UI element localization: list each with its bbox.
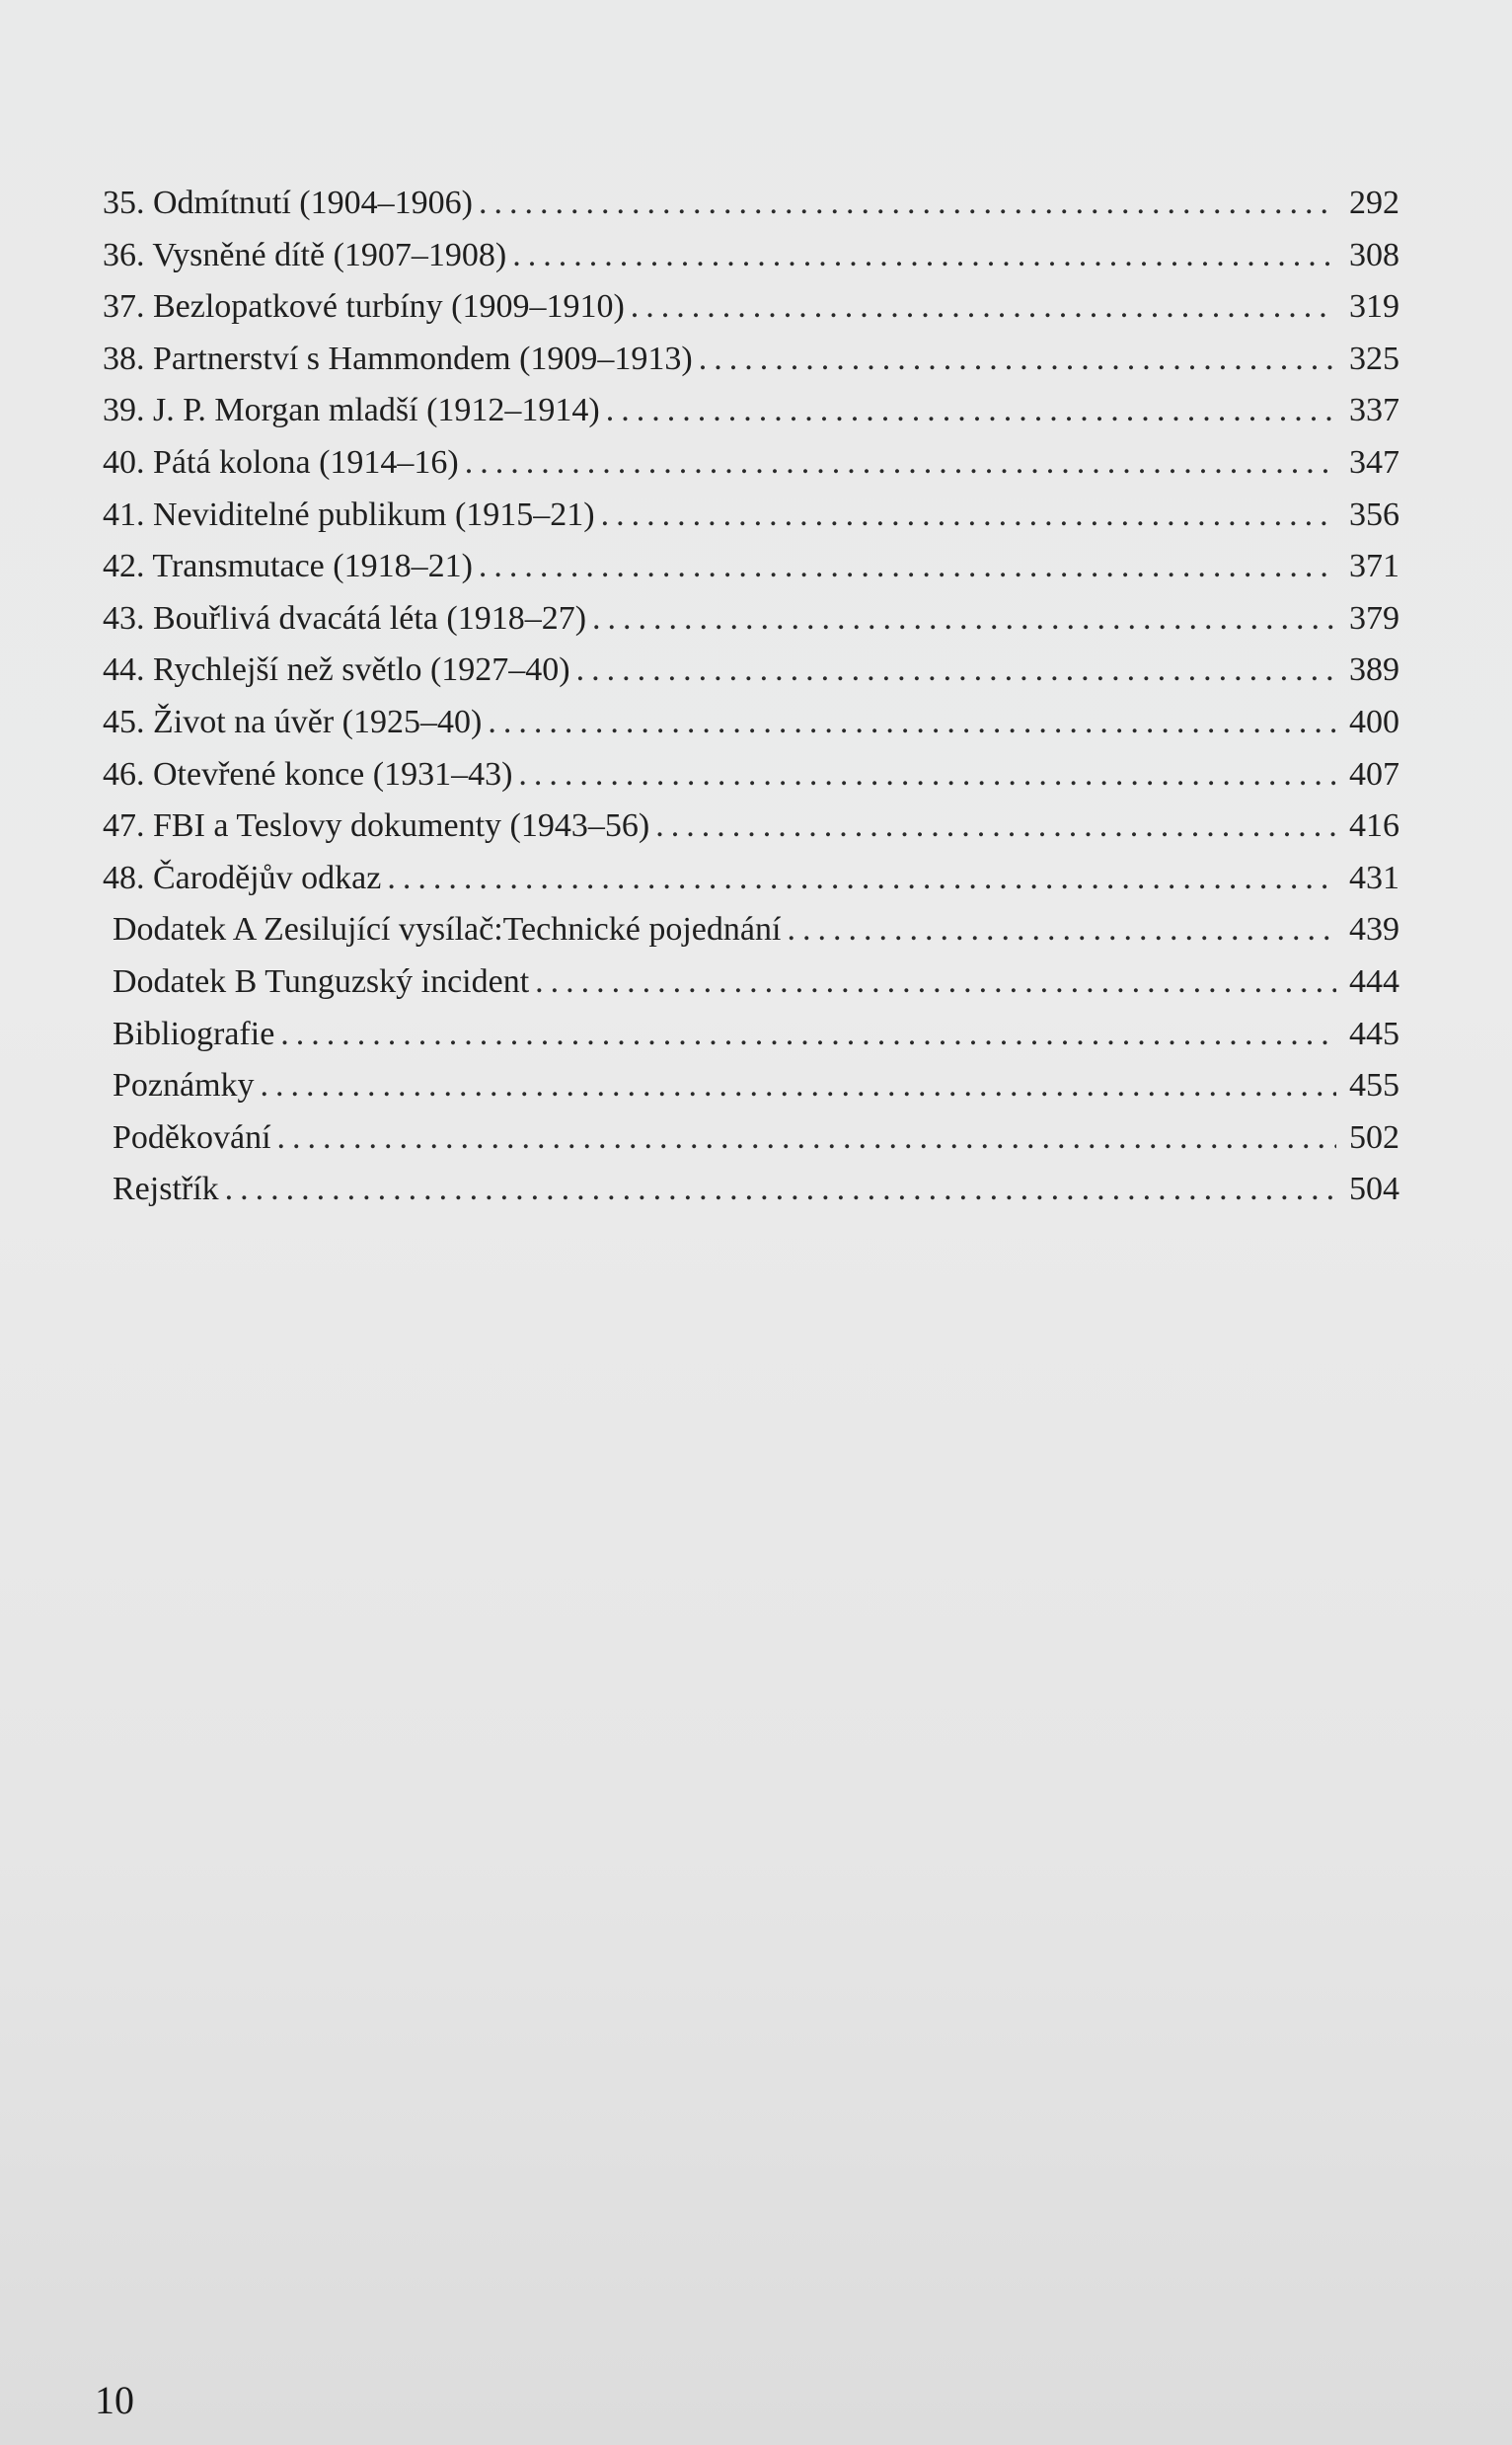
toc-entry-page: 431 [1349,859,1399,896]
dot-leader [261,1060,1336,1112]
dot-leader [280,1009,1336,1061]
dot-leader [387,853,1336,905]
toc-entry [103,1009,1399,1061]
dot-leader [479,178,1336,230]
toc-entry-page: 292 [1349,185,1399,221]
toc-entry-title: Dodatek B Tunguzský incident [113,962,530,1000]
toc-entry-title: Dodatek A Zesilující vysílač:Technické pojednání [113,911,782,949]
dot-leader [518,749,1336,802]
toc-entry-title: 43. Bouřlivá dvacátá léta (1918–27) [103,599,587,637]
toc-entry-page: 325 [1349,340,1399,377]
toc-entry-page: 502 [1349,1118,1399,1156]
toc-entry-title: 45. Život na úvěr (1925–40) [103,703,483,740]
toc-entry-page: 371 [1349,548,1399,585]
dot-leader [225,1164,1336,1216]
toc-entry [103,490,1399,542]
dot-leader [488,697,1336,749]
dot-leader [465,437,1336,490]
toc-entry-page: 445 [1349,1015,1399,1052]
dot-leader [479,541,1336,593]
toc-entry [103,281,1399,334]
toc-entry [103,645,1399,697]
toc-entry [103,178,1399,230]
dot-leader [601,490,1336,542]
toc-entry [103,1112,1399,1165]
toc-entry-page: 400 [1349,703,1399,740]
dot-leader [655,801,1336,853]
toc-entry [103,230,1399,282]
toc-entry [103,1164,1399,1216]
toc-entry-page: 319 [1349,288,1399,326]
dot-leader [512,230,1336,282]
toc-entry-page: 308 [1349,236,1399,273]
toc-entry-page: 379 [1349,599,1399,637]
dot-leader [277,1112,1336,1165]
dot-leader [606,385,1336,437]
toc-entry [103,1060,1399,1112]
toc-entry-page: 455 [1349,1067,1399,1105]
toc-entry-page: 416 [1349,807,1399,845]
toc-entry-page: 356 [1349,496,1399,533]
toc-entry-title: 41. Neviditelné publikum (1915–21) [103,496,595,533]
toc-entry-title: 39. J. P. Morgan mladší (1912–1914) [103,392,600,429]
dot-leader [631,281,1336,334]
toc-entry-title: 38. Partnerství s Hammondem (1909–1913) [103,340,693,377]
toc-entry [103,853,1399,905]
toc-entry-title: 40. Pátá kolona (1914–16) [103,443,459,481]
toc-entry-page: 347 [1349,443,1399,481]
toc-entry-title: Rejstřík [113,1171,219,1208]
toc-entry [103,593,1399,646]
toc-entry [103,541,1399,593]
toc-entry-page: 389 [1349,651,1399,689]
toc-entry-title: 35. Odmítnutí (1904–1906) [103,185,473,221]
page-number: 10 [95,2378,134,2422]
toc-entry [103,385,1399,437]
toc-entry [103,437,1399,490]
toc-entry-title: 46. Otevřené konce (1931–43) [103,755,513,793]
dot-leader [699,334,1336,386]
toc-entry-page: 337 [1349,392,1399,429]
dot-leader [787,904,1336,956]
toc-entry-title: 47. FBI a Teslovy dokumenty (1943–56) [103,807,650,845]
toc-entry-title: Poznámky [113,1067,255,1105]
toc-entry-title: 36. Vysněné dítě (1907–1908) [103,236,507,273]
toc-entry-page: 504 [1349,1171,1399,1208]
toc-entry [103,956,1399,1009]
toc-entry-page: 444 [1349,962,1399,1000]
toc-entry-title: 42. Transmutace (1918–21) [103,548,473,585]
dot-leader [535,956,1336,1009]
toc-entry [103,801,1399,853]
toc-entry [103,749,1399,802]
dot-leader [592,593,1336,646]
table-of-contents [103,178,1399,1216]
toc-entry-title: 37. Bezlopatkové turbíny (1909–1910) [103,288,625,326]
toc-entry-page: 407 [1349,755,1399,793]
toc-entry-page: 439 [1349,911,1399,949]
toc-entry [103,697,1399,749]
toc-entry-title: 44. Rychlejší než světlo (1927–40) [103,651,570,689]
toc-entry-title: Poděkování [113,1118,271,1156]
toc-entry-title: Bibliografie [113,1015,275,1052]
toc-entry [103,334,1399,386]
toc-entry-title: 48. Čarodějův odkaz [103,859,382,896]
dot-leader [576,645,1336,697]
toc-entry [103,904,1399,956]
